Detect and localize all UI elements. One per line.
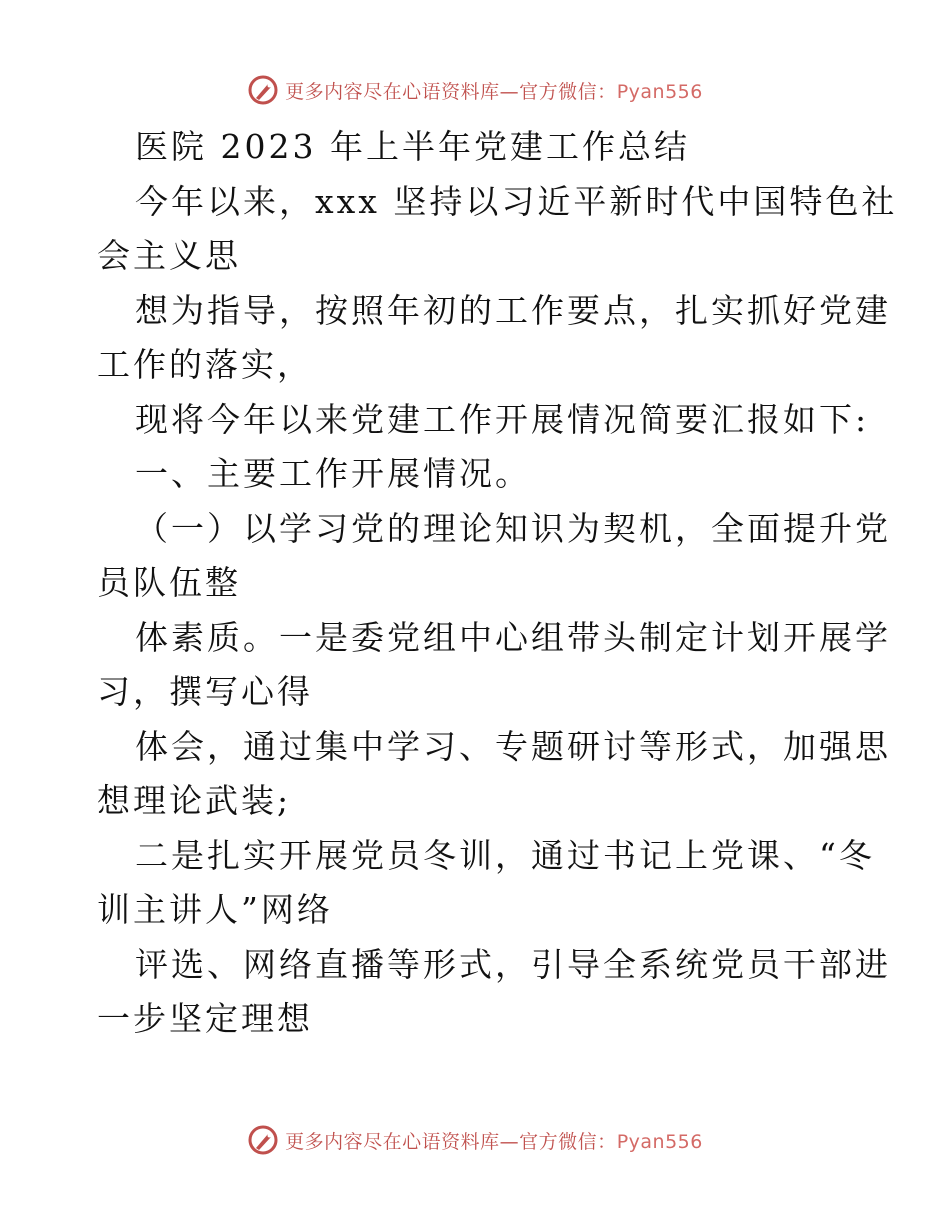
paragraph-line: 训主讲人”网络 xyxy=(97,890,333,929)
banner-wechat-id: Pyan556 xyxy=(616,80,703,103)
banner-wechat-id: Pyan556 xyxy=(616,1130,703,1153)
paragraph-line: 今年以来，xxx 坚持以习近平新时代中国特色社 xyxy=(135,181,898,221)
banner-site-name: 更多内容尽在心语资料库 xyxy=(285,1130,500,1153)
paragraph-line: 评选、网络直播等形式，引导全系统党员干部进 xyxy=(135,944,891,984)
paragraph-line: 体会，通过集中学习、专题研讨等形式，加强思 xyxy=(135,726,891,766)
paragraph-line: 员队伍整 xyxy=(97,563,241,602)
paragraph-line: 工作的落实， xyxy=(97,345,313,384)
banner-dash: — xyxy=(499,1130,520,1153)
paragraph-line: 想理论武装; xyxy=(97,781,292,820)
pen-nib-logo-icon xyxy=(247,74,279,106)
banner-official-label: 官方微信： xyxy=(519,80,617,103)
paragraph-line: 体素质。一是委党组中心组带头制定计划开展学 xyxy=(135,617,891,657)
paragraph-line: 想为指导，按照年初的工作要点，扎实抓好党建 xyxy=(135,290,891,330)
footer-banner xyxy=(0,1122,950,1158)
paragraph-line: 会主义思 xyxy=(97,236,241,275)
pen-nib-logo-icon xyxy=(247,1124,279,1156)
header-banner xyxy=(0,72,950,108)
banner-dash: — xyxy=(499,80,520,103)
document-body xyxy=(97,120,898,1047)
paragraph-line: 二是扎实开展党员冬训，通过书记上党课、“冬 xyxy=(135,835,875,875)
banner-official-label: 官方微信： xyxy=(519,1130,617,1153)
document-title: 医院 2023 年上半年党建工作总结 xyxy=(135,127,690,166)
paragraph-line: 现将今年以来党建工作开展情况简要汇报如下: xyxy=(135,399,870,439)
paragraph-line: 一步坚定理想 xyxy=(97,999,313,1038)
banner-text xyxy=(285,77,703,104)
banner-site-name: 更多内容尽在心语资料库 xyxy=(285,80,500,103)
subsection-heading: （一）以学习党的理论知识为契机，全面提升党 xyxy=(135,508,891,548)
paragraph-line: 习，撰写心得 xyxy=(97,672,313,711)
banner-text xyxy=(285,1127,703,1154)
section-heading: 一、主要工作开展情况。 xyxy=(135,454,531,493)
